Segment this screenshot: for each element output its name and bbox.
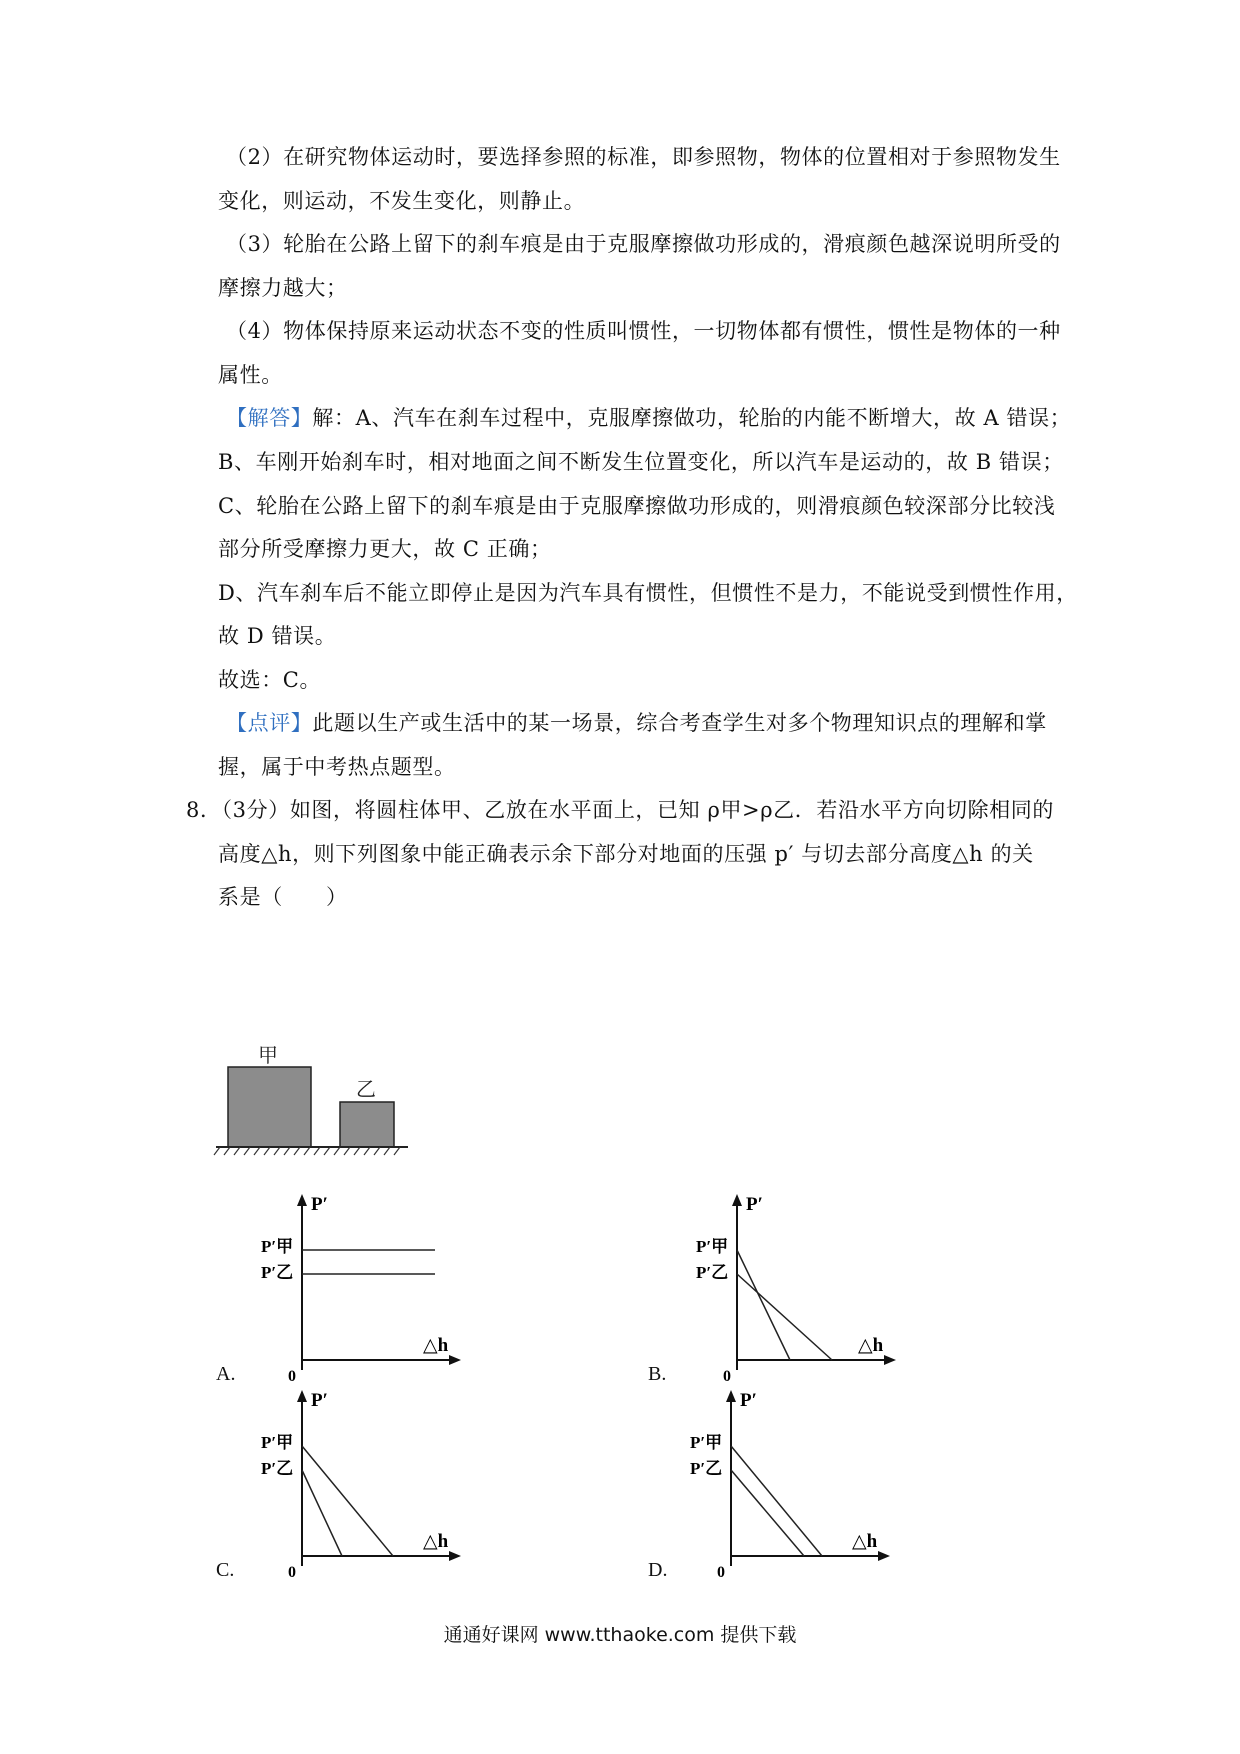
graph-b-origin: 0 <box>723 1368 731 1382</box>
graph-d-line-yi <box>731 1470 804 1556</box>
graph-a <box>245 1192 485 1382</box>
analysis-line-4-cont: 属性。 <box>218 363 283 387</box>
label-jia: 甲 <box>258 1045 278 1067</box>
cylinders-figure <box>210 1040 410 1170</box>
answer-line-c: C、轮胎在公路上留下的刹车痕是由于克服摩擦做功形成的，则滑痕颜色较深部分比较浅 <box>218 494 1056 518</box>
analysis-line-2: （2）在研究物体运动时，要选择参照的标准，即参照物，物体的位置相对于参照物发生 <box>226 145 1061 169</box>
graph-a-p-jia: P′甲 <box>261 1237 294 1256</box>
option-c-label: C. <box>216 1559 235 1581</box>
analysis-line-2-cont: 变化，则运动，不发生变化，则静止。 <box>218 189 586 213</box>
graph-a-origin: 0 <box>288 1368 296 1382</box>
review-line-2: 握，属于中考热点题型。 <box>218 755 456 779</box>
answer-line-c-cont: 部分所受摩擦力更大，故 C 正确； <box>218 537 552 561</box>
graph-c-line-yi <box>302 1470 342 1556</box>
option-d-label: D. <box>648 1559 668 1581</box>
label-yi: 乙 <box>356 1079 376 1101</box>
review-first-line <box>226 708 1066 738</box>
answer-first-line <box>226 403 1072 433</box>
analysis-line-3-cont: 摩擦力越大； <box>218 276 348 300</box>
graph-c-x-label: △h <box>423 1531 449 1552</box>
question-line-3: 系是（ ） <box>218 885 348 909</box>
graph-a-y-label: P′ <box>311 1194 328 1215</box>
analysis-line-4: （4）物体保持原来运动状态不变的性质叫惯性，一切物体都有惯性，惯性是物体的一种 <box>226 319 1061 343</box>
question-line-1: 8．（3分）如图，将圆柱体甲、乙放在水平面上，已知 ρ甲>ρ乙．若沿水平方向切除相同的 <box>186 798 1054 822</box>
graph-d-p-yi: P′乙 <box>690 1459 723 1478</box>
graph-c-p-jia: P′甲 <box>261 1433 294 1452</box>
graph-b-p-jia: P′甲 <box>696 1237 729 1256</box>
graph-d-p-jia: P′甲 <box>690 1433 723 1452</box>
option-a-label: A. <box>216 1363 236 1385</box>
graph-a-p-yi: P′乙 <box>261 1263 294 1282</box>
graph-b-x-label: △h <box>858 1335 884 1356</box>
graph-c-p-yi: P′乙 <box>261 1459 294 1478</box>
review-tag: 【点评】 <box>226 711 313 735</box>
answer-line-d: D、汽车刹车后不能立即停止是因为汽车具有惯性，但惯性不是力，不能说受到惯性作用， <box>218 581 1078 605</box>
question-line-2: 高度△h，则下列图象中能正确表示余下部分对地面的压强 p′ 与切去部分高度△h 的关 <box>218 842 1034 866</box>
answer-text: 解：A、汽车在刹车过程中，克服摩擦做功，轮胎的内能不断增大，故 A 错误； <box>312 406 1072 430</box>
graph-b <box>680 1192 920 1382</box>
graph-b-p-yi: P′乙 <box>696 1263 729 1282</box>
answer-tag: 【解答】 <box>226 406 313 430</box>
answer-line-d-cont: 故 D 错误。 <box>218 624 337 648</box>
graph-d-x-label: △h <box>852 1531 878 1552</box>
graph-c-y-label: P′ <box>311 1390 328 1411</box>
cylinder-jia <box>228 1067 311 1147</box>
graph-b-y-label: P′ <box>746 1194 763 1215</box>
graph-a-x-label: △h <box>423 1335 449 1356</box>
cylinder-yi <box>340 1102 394 1147</box>
analysis-line-3: （3）轮胎在公路上留下的刹车痕是由于克服摩擦做功形成的，滑痕颜色越深说明所受的 <box>226 232 1061 256</box>
graph-d <box>674 1388 914 1578</box>
graph-d-line-jia <box>731 1446 822 1556</box>
graph-d-origin: 0 <box>717 1564 725 1578</box>
graph-c <box>245 1388 485 1578</box>
answer-line-b: B、车刚开始刹车时，相对地面之间不断发生位置变化，所以汽车是运动的，故 B 错误； <box>218 450 1064 474</box>
footer-download-note: 通通好课网 www.tthaoke.com 提供下载 <box>443 1624 797 1646</box>
option-b-label: B. <box>648 1363 667 1385</box>
answer-choice: 故选：C。 <box>218 668 322 692</box>
graph-b-line-jia <box>737 1250 790 1360</box>
review-text: 此题以生产或生活中的某一场景，综合考查学生对多个物理知识点的理解和掌 <box>312 711 1047 735</box>
graph-c-origin: 0 <box>288 1564 296 1578</box>
graph-d-y-label: P′ <box>740 1390 757 1411</box>
